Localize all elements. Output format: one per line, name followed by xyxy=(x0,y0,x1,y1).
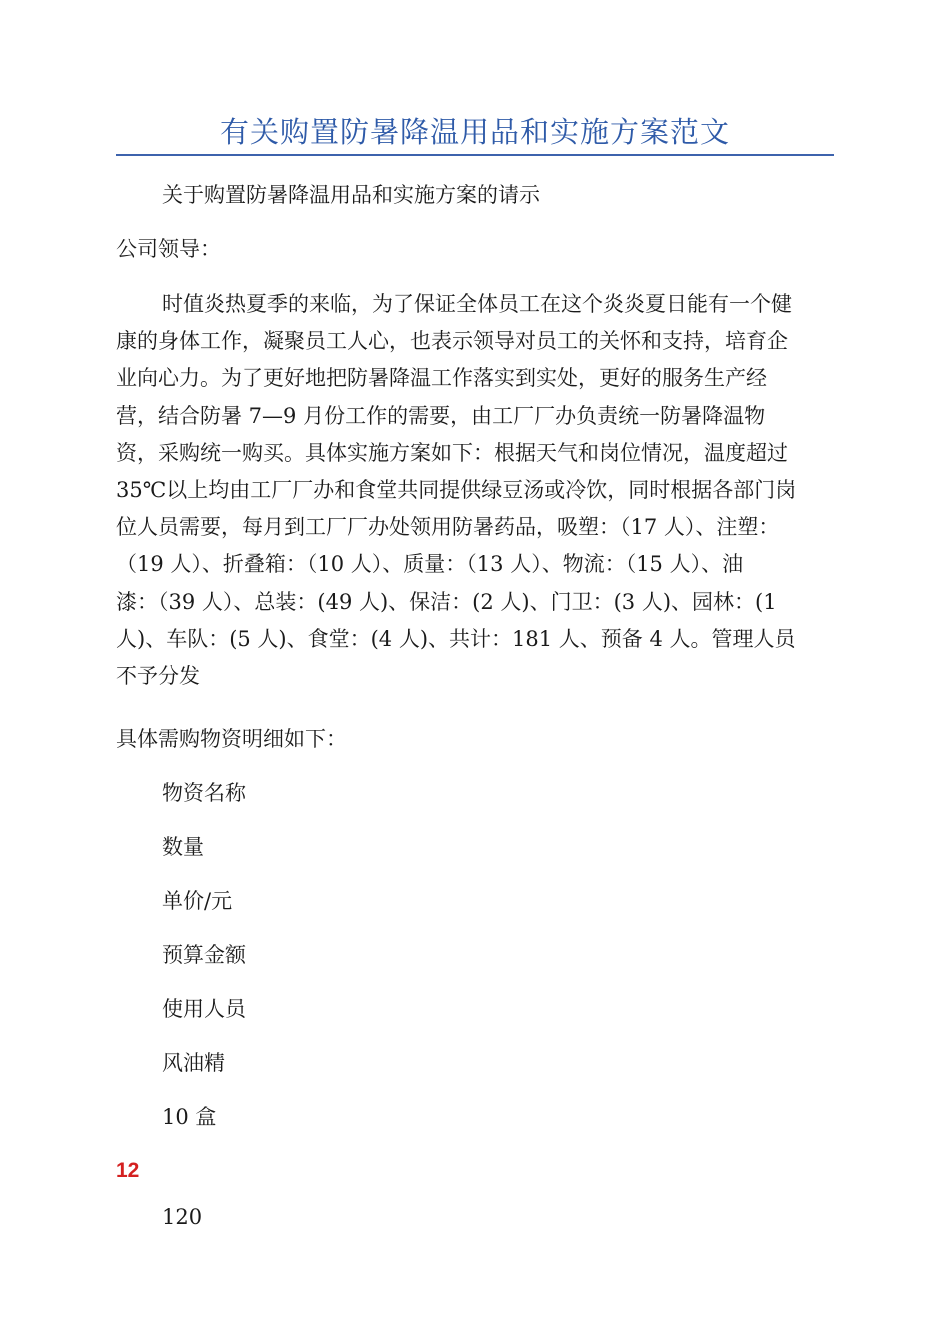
page-marker: 12 xyxy=(116,1159,140,1182)
body-line: （19 人）、折叠箱：（10 人）、质量：（13 人）、物流：（15 人）、油 xyxy=(116,552,744,577)
body-line: 位人员需要，每月到工厂厂办处领用防暑药品，吸塑：（17 人）、注塑： xyxy=(116,515,780,540)
body-line: 资，采购统一购买。具体实施方案如下：根据天气和岗位情况，温度超过 xyxy=(116,440,788,465)
body-line: 不予分发 xyxy=(116,664,200,689)
body-paragraph xyxy=(116,286,834,695)
body-line: 业向心力。为了更好地把防暑降温工作落实到实处，更好的服务生产经 xyxy=(116,366,767,391)
body-line: 时值炎热夏季的来临，为了保证全体员工在这个炎炎夏日能有一个健 xyxy=(162,292,792,316)
table-header-users: 使用人员 xyxy=(162,997,246,1021)
body-line: 营，结合防暑 7—9 月份工作的需要，由工厂厂办负责统一防暑降温物 xyxy=(116,403,766,428)
table-cell-item-name: 风油精 xyxy=(162,1051,225,1075)
salutation: 公司领导： xyxy=(116,237,221,261)
body-line: 康的身体工作，凝聚员工人心，也表示领导对员工的关怀和支持，培育企 xyxy=(116,329,788,354)
body-line: 漆：（39 人）、总装：(49 人)、保洁：(2 人)、门卫：(3 人)、园林：(1 xyxy=(116,589,777,614)
document-subtitle: 关于购置防暑降温用品和实施方案的请示 xyxy=(162,183,540,207)
table-header-name: 物资名称 xyxy=(162,781,246,805)
title-underline xyxy=(116,154,834,156)
page-title: 有关购置防暑降温用品和实施方案范文 xyxy=(219,115,730,149)
table-header-budget: 预算金额 xyxy=(162,943,246,967)
detail-intro: 具体需购物资明细如下： xyxy=(116,727,347,751)
table-cell-quantity: 10 盒 xyxy=(162,1105,217,1129)
table-header-quantity: 数量 xyxy=(162,835,204,859)
table-cell-amount: 120 xyxy=(162,1205,203,1229)
body-line: 35℃以上均由工厂厂办和食堂共同提供绿豆汤或冷饮，同时根据各部门岗 xyxy=(116,478,797,503)
table-header-unit-price: 单价/元 xyxy=(162,889,233,913)
body-line: 人)、车队：(5 人)、食堂：(4 人)、共计：181 人、预备 4 人。管理人员 xyxy=(116,626,796,651)
